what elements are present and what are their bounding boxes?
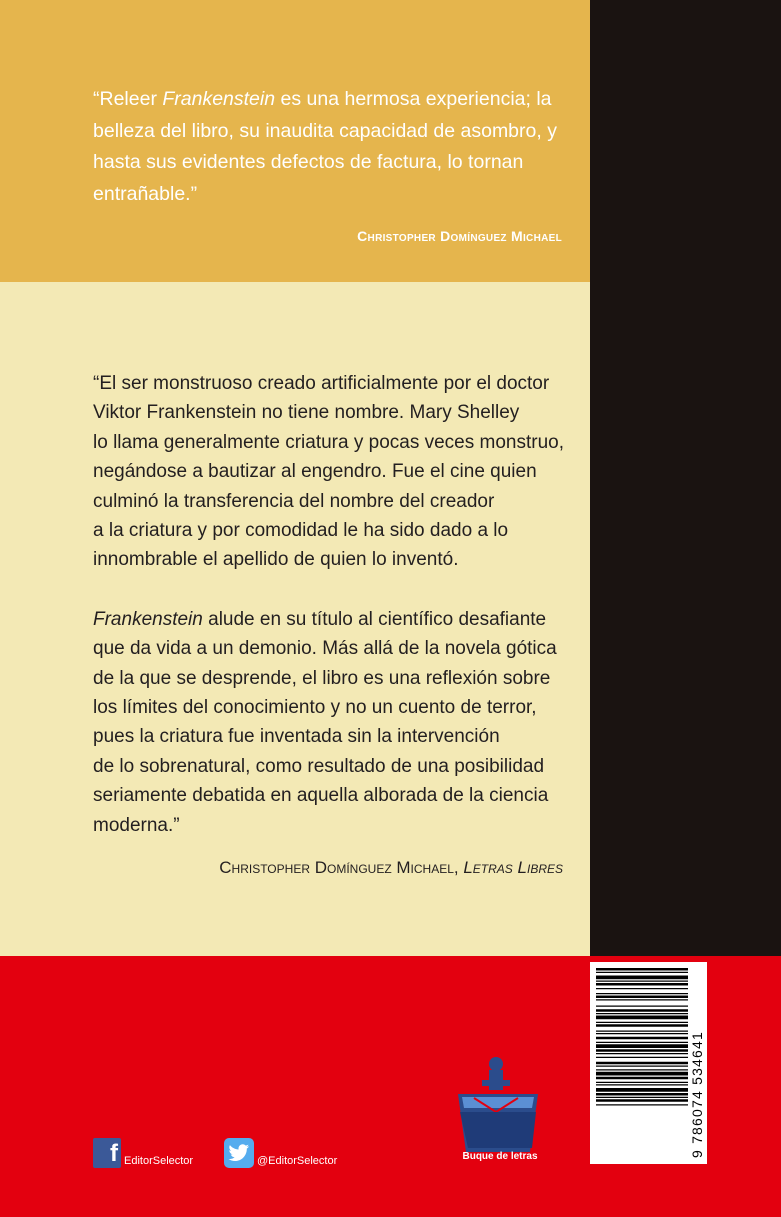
review-line: innombrable el apellido de quien lo inventó.	[93, 549, 459, 571]
blurb-book-title: Frankenstein	[162, 88, 276, 110]
review-line: de lo sobrenatural, como resultado de una posibilidad	[93, 755, 545, 777]
facebook-icon: f	[93, 1138, 121, 1168]
review-line: que da vida a un demonio. Más allá de la novela gótica	[93, 638, 557, 660]
review-author: Christopher Domínguez Michael,	[219, 858, 459, 877]
blurb-attribution: Christopher Domínguez Michael	[357, 228, 562, 244]
review-paragraph-2	[93, 605, 563, 840]
review-line: Viktor Frankenstein no tiene nombre. Mary Shelley	[93, 402, 520, 424]
review-line: pues la criatura fue inventada sin la intervención	[93, 726, 500, 748]
isbn-digits: 9 786074 534641	[689, 1031, 705, 1158]
blurb-quote-open: “Releer	[93, 88, 163, 110]
publisher-logo-label: Buque de letras	[462, 1151, 538, 1162]
review-line: de la que se desprende, el libro es una reflexión sobre	[93, 667, 551, 689]
twitter-icon	[224, 1138, 254, 1168]
review-text	[93, 369, 563, 840]
review-source: Letras Libres	[463, 858, 563, 877]
spine-panel	[590, 0, 781, 956]
review-attribution	[100, 858, 563, 878]
review-line: a la criatura y por comodidad le ha sido dado a lo	[93, 520, 509, 542]
facebook-link[interactable]	[93, 1137, 193, 1169]
review-line	[93, 605, 563, 634]
review-line: culminó la transferencia del nombre del creador	[93, 490, 495, 512]
blurb-quote-rest: es una hermosa experiencia; la belleza del libro, su inaudita capacidad de asombro, y hasta sus evidentes defectos de factura, lo tornan entrañable.”	[93, 88, 557, 205]
facebook-label: EditorSelector	[124, 1155, 194, 1167]
review-line: lo llama generalmente criatura y pocas veces monstruo,	[93, 431, 565, 453]
blurb-quote	[93, 84, 573, 210]
review-line: negándose a bautizar al engendro. Fue el cine quien	[93, 461, 537, 483]
review-line: moderna.”	[93, 814, 180, 836]
review-paragraph-1	[93, 369, 563, 575]
review-line: “El ser monstruoso creado artificialmente por el doctor	[93, 373, 550, 394]
barcode-digits-layer	[590, 962, 707, 1164]
review-line: seriamente debatida en aquella alborada de la ciencia	[93, 785, 549, 807]
review-line: los límites del conocimiento y no un cuento de terror,	[93, 697, 537, 719]
twitter-link[interactable]	[224, 1137, 337, 1169]
review-line-rest: alude en su título al científico desafiante	[202, 608, 547, 630]
isbn-barcode	[590, 962, 707, 1164]
twitter-label: @EditorSelector	[257, 1155, 338, 1167]
review-book-title: Frankenstein	[93, 608, 203, 630]
